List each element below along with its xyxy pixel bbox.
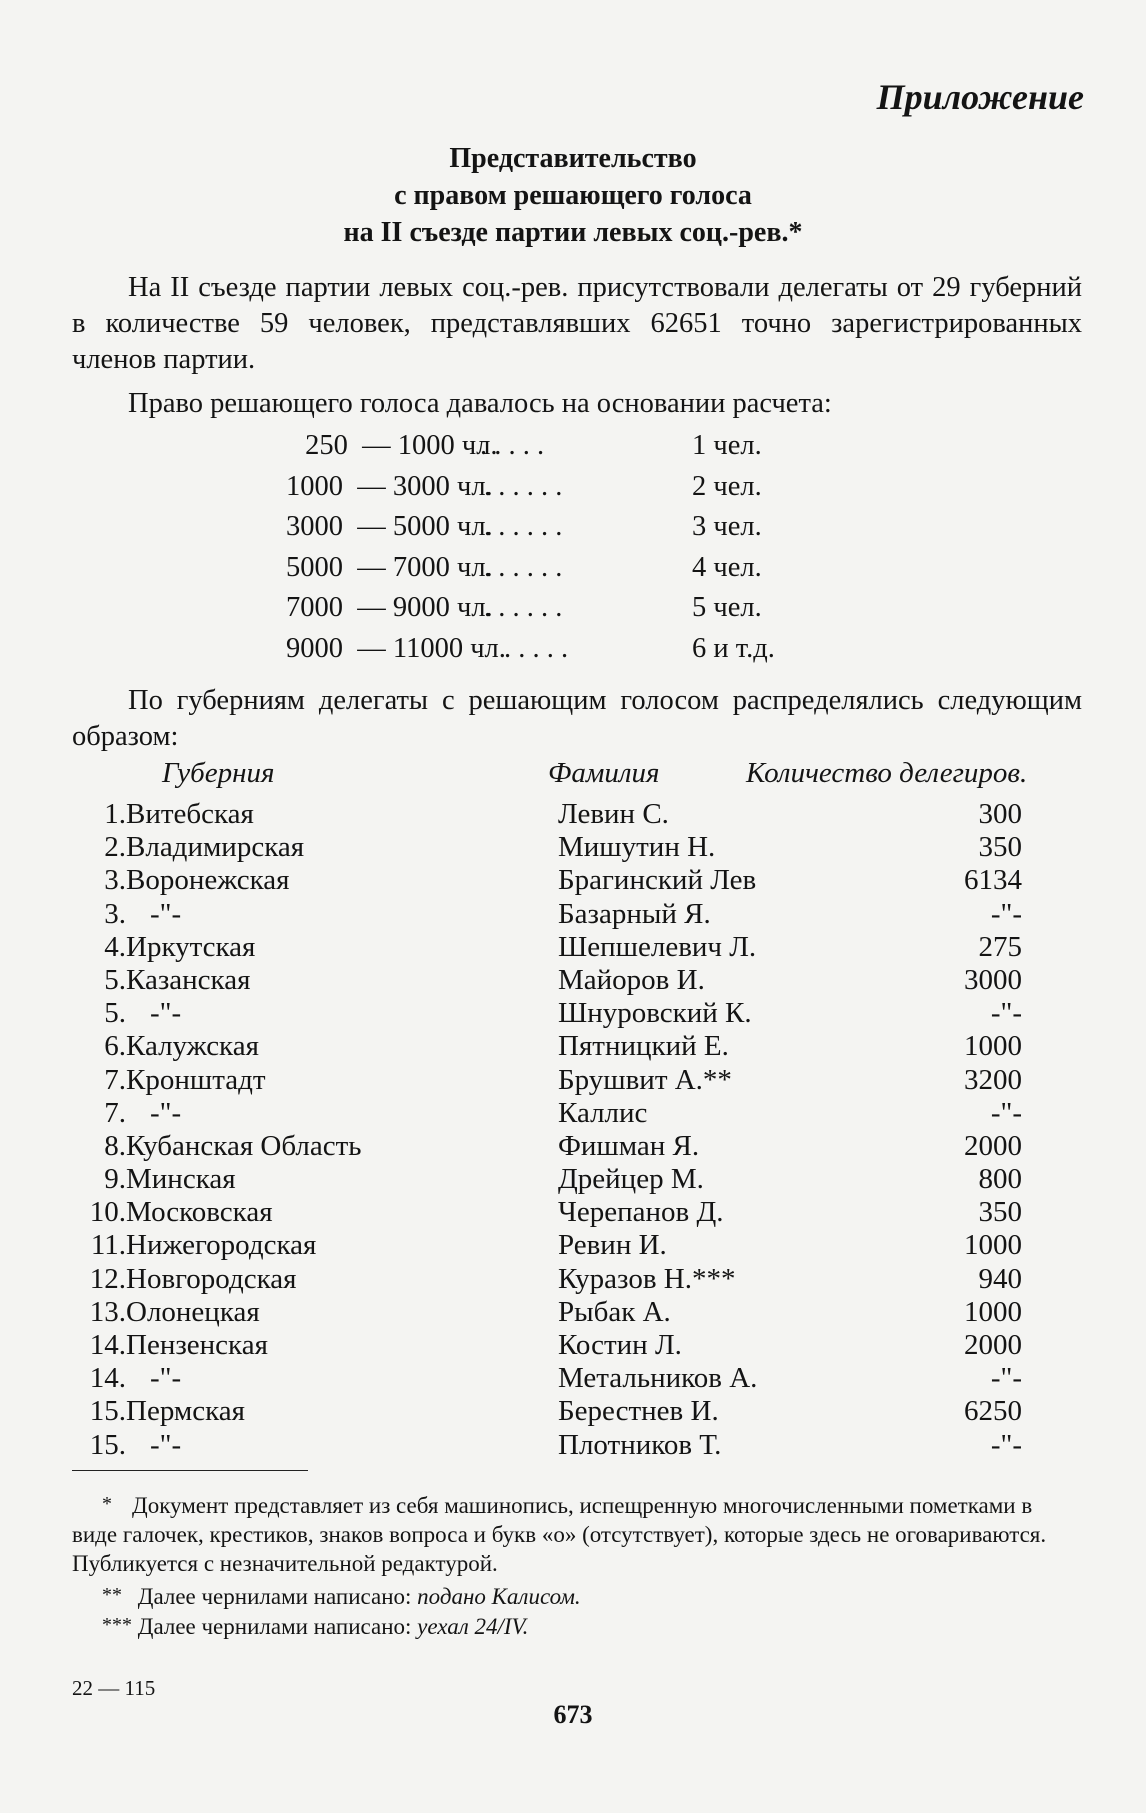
table-row — [0, 831, 1146, 864]
count-cell: 2000 — [964, 1329, 1022, 1361]
gubernia-cell: Кронштадт — [126, 1063, 266, 1096]
gubernia-cell: Московская — [126, 1196, 273, 1229]
calc-dots: . . . . . . — [484, 551, 563, 583]
footnote-text: Далее чернилами написано: — [137, 1584, 412, 1609]
row-number: 9. — [104, 1163, 126, 1196]
gubernia-cell: Пермская — [126, 1395, 245, 1428]
familia-cell: Брушвит А.** — [558, 1063, 732, 1096]
familia-cell: Дрейцер М. — [558, 1163, 704, 1196]
familia-cell: Рыбак А. — [558, 1295, 671, 1328]
row-number: 6. — [104, 1030, 126, 1063]
title-line-2: с правом решающего голоса — [394, 180, 752, 211]
footnote-text: Документ представляет из себя машинопись, испещренную многочисленными пометками в виде галочек, крестиков, знаков вопроса и букв «о» (отсутствует), которые здесь не оговариваются. Публикуется с незначительной редактурой. — [72, 1493, 1047, 1576]
gubernia-cell: Новгородская — [126, 1262, 297, 1295]
calculation-list — [286, 426, 858, 669]
calc-range: 5000 — 7000 чл. — [286, 551, 493, 583]
gubernia-cell: Калужская — [126, 1030, 259, 1063]
familia-cell: Куразов Н.*** — [558, 1262, 736, 1295]
table-row — [0, 1263, 1146, 1296]
familia-cell: Костин Л. — [558, 1329, 682, 1361]
row-number: 7. — [104, 1063, 126, 1096]
familia-cell: Мишутин Н. — [558, 831, 716, 864]
calc-dots: . . . . . . — [484, 470, 563, 502]
calc-result: 5 чел. — [692, 592, 762, 623]
count-cell: -"- — [990, 997, 1022, 1030]
familia-cell: Плотников Т. — [558, 1428, 722, 1461]
count-cell: 3200 — [964, 1063, 1022, 1096]
delegates-table — [0, 798, 1146, 1462]
count-cell: 350 — [978, 1196, 1022, 1229]
count-cell: 800 — [978, 1163, 1022, 1196]
familia-cell: Шнуровский К. — [558, 997, 752, 1030]
familia-cell: Черепанов Д. — [558, 1196, 724, 1229]
column-header-kolichestvo: Количество делегиров. — [746, 757, 1028, 789]
row-number: 13. — [89, 1295, 126, 1328]
calc-result: 1 чел. — [692, 430, 762, 461]
count-cell: -"- — [990, 897, 1022, 930]
table-row — [0, 864, 1146, 897]
familia-cell: Брагинский Лев — [558, 864, 757, 897]
row-number: 10. — [89, 1196, 126, 1229]
calc-range: 1000 — 3000 чл. — [286, 470, 493, 502]
footnote-handwritten-note: подано Калисом. — [417, 1584, 581, 1609]
table-row — [0, 997, 1146, 1030]
printer-signature: 22 — 115 — [72, 1676, 156, 1700]
calc-row — [298, 426, 858, 467]
row-number: 3. — [104, 864, 126, 897]
count-cell: 275 — [978, 930, 1022, 963]
calc-row — [286, 548, 858, 589]
table-row — [0, 798, 1146, 831]
count-cell: 940 — [978, 1262, 1022, 1295]
document-title — [0, 140, 1146, 251]
distribution-paragraph: По губерниям делегаты с решающим голосом распределялись следующим образом: — [72, 685, 1082, 752]
table-row — [0, 1362, 1146, 1395]
row-number: 3. — [104, 897, 126, 930]
gubernia-cell: -"- — [150, 897, 182, 930]
gubernia-cell: -"- — [150, 1096, 182, 1129]
column-header-familia: Фамилия — [548, 757, 660, 789]
calc-dots: . . . . . — [480, 430, 545, 461]
calc-row — [286, 467, 858, 508]
count-cell: 2000 — [964, 1129, 1022, 1162]
table-row — [0, 1296, 1146, 1329]
count-cell: 6134 — [964, 864, 1022, 897]
calc-result: 2 чел. — [692, 470, 762, 502]
gubernia-cell: Минская — [126, 1163, 236, 1196]
familia-cell: Шепшелевич Л. — [558, 930, 757, 963]
count-cell: 1000 — [964, 1030, 1022, 1063]
footnote-mark: * — [102, 1493, 112, 1515]
familia-cell: Левин С. — [558, 798, 669, 830]
footnote-mark: *** — [102, 1614, 132, 1636]
row-number: 12. — [89, 1262, 126, 1295]
count-cell: 300 — [978, 798, 1022, 830]
table-row — [0, 1130, 1146, 1163]
gubernia-cell: Воронежская — [126, 864, 290, 897]
calc-intro-paragraph: Право решающего голоса давалось на основании расчета: — [128, 388, 832, 419]
table-row — [0, 1229, 1146, 1262]
table-row — [0, 964, 1146, 997]
count-cell: 3000 — [964, 963, 1022, 996]
table-row — [0, 1097, 1146, 1130]
familia-cell: Метальников А. — [558, 1362, 758, 1395]
footnote-text: Далее чернилами написано: — [137, 1614, 412, 1639]
footnote-2 — [102, 1581, 1112, 1611]
table-row — [0, 1196, 1146, 1229]
gubernia-cell: Владимирская — [126, 831, 305, 864]
row-number: 5. — [104, 963, 126, 996]
familia-cell: Ревин И. — [558, 1229, 667, 1262]
calc-range: 7000 — 9000 чл. — [286, 592, 493, 623]
familia-cell: Берестнев И. — [558, 1395, 719, 1428]
table-row — [0, 1329, 1146, 1362]
familia-cell: Фишман Я. — [558, 1129, 700, 1162]
appendix-label: Приложение — [876, 77, 1084, 117]
calc-dots: . . . . . . — [484, 511, 563, 542]
count-cell: -"- — [990, 1428, 1022, 1461]
familia-cell: Базарный Я. — [558, 897, 711, 930]
calc-range: 250 — 1000 чл. — [298, 430, 498, 461]
count-cell: 1000 — [964, 1295, 1022, 1328]
table-row — [0, 931, 1146, 964]
footnote-mark: ** — [102, 1584, 122, 1606]
gubernia-cell: -"- — [150, 1428, 182, 1461]
table-row — [0, 1395, 1146, 1428]
intro-paragraph: На II съезде партии левых соц.-рев. присутствовали делегаты от 29 губерний в количестве 59 человек, представлявших 62651 точно зарегистрированных членов партии. — [72, 272, 1082, 375]
familia-cell: Майоров И. — [558, 963, 705, 996]
calc-row — [286, 629, 858, 670]
calc-row — [286, 588, 858, 629]
gubernia-cell: Иркутская — [126, 930, 256, 963]
count-cell: -"- — [990, 1096, 1022, 1129]
gubernia-cell: Казанская — [126, 963, 251, 996]
calc-result: 4 чел. — [692, 551, 762, 583]
gubernia-cell: -"- — [150, 997, 182, 1030]
row-number: 15. — [89, 1428, 126, 1461]
row-number: 11. — [90, 1229, 126, 1262]
familia-cell: Пятницкий Е. — [558, 1030, 729, 1063]
gubernia-cell: Пензенская — [126, 1329, 268, 1361]
row-number: 8. — [104, 1129, 126, 1162]
table-row — [0, 898, 1146, 931]
calc-result: 3 чел. — [692, 511, 762, 542]
page-number: 673 — [553, 1700, 593, 1729]
footnote-1 — [72, 1490, 1082, 1578]
gubernia-cell: -"- — [150, 1362, 182, 1395]
calc-result: 6 и т.д. — [692, 632, 775, 664]
calc-row — [286, 507, 858, 548]
calc-range: 9000 — 11000 чл. — [286, 632, 506, 664]
footnote-handwritten-note: уехал 24/IV. — [417, 1614, 529, 1639]
title-line-1: Представительство — [449, 143, 697, 174]
table-row — [0, 1030, 1146, 1063]
row-number: 5. — [104, 997, 126, 1030]
row-number: 7. — [104, 1096, 126, 1129]
footnote-divider — [72, 1470, 308, 1471]
gubernia-cell: Олонецкая — [126, 1295, 260, 1328]
count-cell: 1000 — [964, 1229, 1022, 1262]
gubernia-cell: Витебская — [126, 798, 254, 830]
row-number: 15. — [89, 1395, 126, 1428]
row-number: 1. — [104, 798, 126, 830]
calc-dots: . . . . . — [504, 632, 569, 664]
gubernia-cell: Нижегородская — [126, 1229, 317, 1262]
row-number: 14. — [89, 1362, 126, 1395]
calc-dots: . . . . . . — [484, 592, 563, 623]
familia-cell: Каллис — [558, 1096, 648, 1129]
count-cell: -"- — [990, 1362, 1022, 1395]
row-number: 4. — [104, 930, 126, 963]
calc-range: 3000 — 5000 чл. — [286, 511, 493, 542]
column-header-gubernia: Губерния — [162, 757, 275, 789]
title-line-3: на II съезде партии левых соц.-рев.* — [343, 217, 803, 248]
gubernia-cell: Кубанская Область — [126, 1129, 362, 1162]
footnote-3 — [102, 1611, 1112, 1641]
table-row — [0, 1163, 1146, 1196]
row-number: 14. — [89, 1329, 126, 1361]
table-row — [0, 1064, 1146, 1097]
row-number: 2. — [104, 831, 126, 864]
count-cell: 350 — [978, 831, 1022, 864]
table-row — [0, 1429, 1146, 1462]
count-cell: 6250 — [964, 1395, 1022, 1428]
